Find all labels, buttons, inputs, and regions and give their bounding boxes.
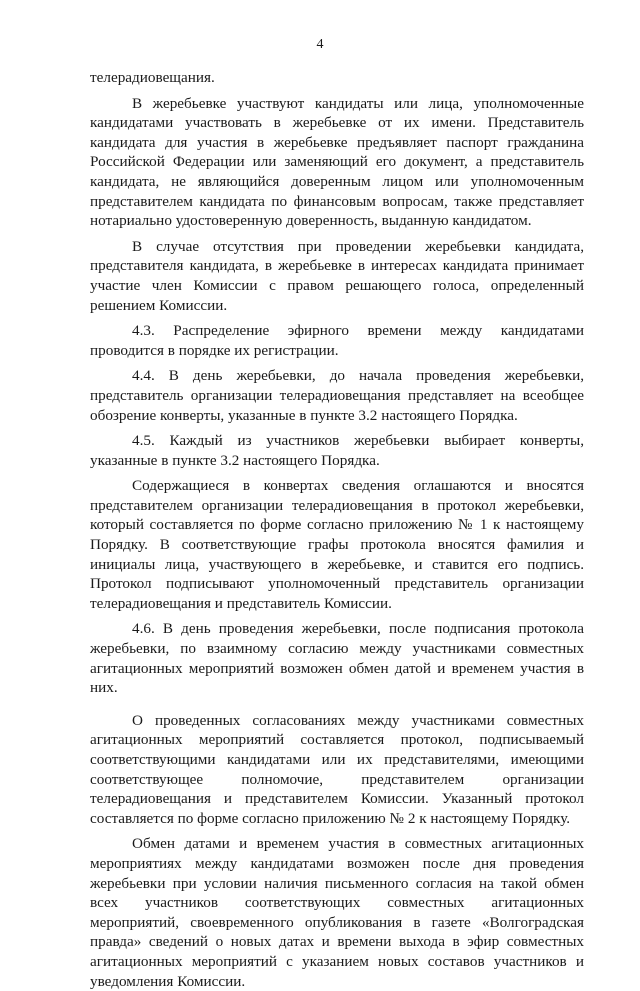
document-body [90, 68, 584, 991]
paragraph-4-4: 4.4. В день жеребьевки, до начала проведения жеребьевки, представитель организации телерадиовещания представляет на всеобщее обозрение конверты, указанные в пункте 3.2 настоящего Порядка. [90, 367, 584, 424]
paragraph-continuation: телерадиовещания. [90, 69, 215, 86]
paragraph-4-5: 4.5. Каждый из участников жеребьевки выбирает конверты, указанные в пункте 3.2 настоящего Порядка. [90, 432, 584, 469]
paragraph-envelope-contents: Содержащиеся в конвертах сведения оглашаются и вносятся представителем организации телерадиовещания в протокол жеребьевки, который составляется по форме согласно приложению № 1 к настоящему Порядку. В соответствующие графы протокола вносятся фамилия и инициалы лица, участвующего в жеребьевке, и ставится его подпись. Протокол подписывают уполномоченный представитель организации телерадиовещания и представитель Комиссии. [90, 477, 584, 612]
paragraph-absence-of-candidate: В случае отсутствия при проведении жеребьевки кандидата, представителя кандидата, в жеребьевке в интересах кандидата принимает участие член Комиссии с правом решающего голоса, определенный решением Комиссии. [90, 237, 584, 314]
paragraph-4-3: 4.3. Распределение эфирного времени между кандидатами проводится в порядке их регистрации. [90, 322, 584, 359]
paragraph-4-6: 4.6. В день проведения жеребьевки, после подписания протокола жеребьевки, по взаимному согласию между участниками совместных агитационных мероприятий возможен обмен датой и временем участия в них. [90, 620, 584, 697]
paragraph-agreements-protocol: О проведенных согласованиях между участниками совместных агитационных мероприятий составляется протокол, подписываемый соответствующими кандидатами или их представителями, имеющими соответствующее полномочие, представителем организации телерадиовещания и представителем Комиссии. Указанный протокол составляется по форме согласно приложению № 2 к настоящему Порядку. [90, 711, 584, 827]
paragraph-drawing-participants: В жеребьевке участвуют кандидаты или лица, уполномоченные кандидатами участвовать в жеребьевке от их имени. Представитель кандидата для участия в жеребьевке предъявляет паспорт гражданина Российской Федерации или заменяющий его документ, а представитель кандидата, не являющийся доверенным лицом или уполномоченным представителем кандидата по финансовым вопросам, также представляет нотариально удостоверенную доверенность, выданную кандидатом. [90, 94, 584, 230]
page-number: 4 [316, 37, 324, 52]
paragraph-exchange-of-dates: Обмен датами и временем участия в совместных агитационных мероприятиях между кандидатами возможен после дня проведения жеребьевки при условии наличия письменного согласия на такой обмен всех участников соответствующих совместных агитационных мероприятий, своевременного опубликования в газете «Волгоградская правда» сведений о новых датах и времени выхода в эфир совместных агитационных мероприятий с указанием новых составов участников и уведомления Комиссии. [90, 835, 584, 990]
